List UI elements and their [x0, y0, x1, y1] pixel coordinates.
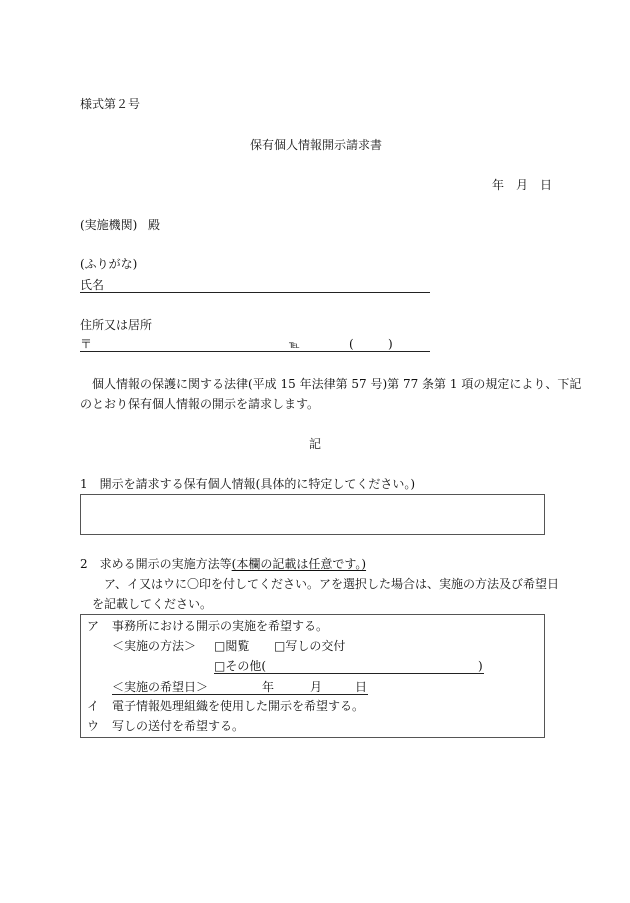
method-other-checkbox[interactable]: □その他(: [214, 659, 267, 673]
body-text-line1: 個人情報の保護に関する法律(平成 15 年法律第 57 号)第 77 条第 1 項の規定により、下記: [92, 377, 582, 391]
tel-label: ℡: [289, 340, 300, 351]
desired-year-label: 年: [262, 680, 275, 694]
date-year-label: 年: [492, 178, 505, 192]
date-month-label: 月: [516, 178, 529, 192]
section1-heading: 1 開示を請求する保有個人情報(具体的に特定してください。): [80, 477, 416, 491]
date-day-label: 日: [540, 178, 553, 192]
desired-day-label: 日: [355, 680, 368, 694]
tel-paren-open: (: [349, 337, 354, 351]
method-label: ＜実施の方法＞: [112, 639, 197, 653]
section2-heading-prefix: 2 求める開示の実施方法等: [80, 557, 232, 571]
desired-month-label: 月: [310, 680, 323, 694]
name-label: 氏名: [80, 278, 105, 292]
section1-input-box[interactable]: [80, 494, 545, 535]
body-text-line2: のとおり保有個人情報の開示を請求します。: [80, 397, 320, 411]
furigana-label: (ふりがな): [80, 257, 138, 271]
section2-heading-note: (本欄の記載は任意です。): [231, 557, 367, 571]
section2-heading: [80, 558, 366, 570]
form-title: 保有個人情報開示請求書: [250, 138, 383, 152]
method-view-checkbox[interactable]: □閲覧: [214, 639, 250, 653]
desired-date-field-line[interactable]: [112, 694, 368, 695]
method-other-field-line[interactable]: [214, 673, 484, 674]
tel-paren-close: ): [388, 337, 393, 351]
recipient-org: (実施機関): [80, 218, 138, 232]
option-a-letter[interactable]: ア: [87, 619, 100, 633]
name-field-line[interactable]: [80, 292, 430, 293]
postal-mark: 〒: [80, 337, 93, 351]
option-i-text: 電子情報処理組織を使用した開示を希望する。: [112, 699, 365, 713]
section2-instruction-line1: ア、イ又はウに〇印を付してください。アを選択した場合は、実施の方法及び希望日: [104, 577, 560, 591]
form-number: 様式第２号: [80, 97, 141, 111]
recipient-suffix: 殿: [148, 218, 161, 232]
desired-date-label: ＜実施の希望日＞: [112, 680, 209, 694]
option-u-letter[interactable]: ウ: [87, 719, 100, 733]
option-i-letter[interactable]: イ: [87, 699, 100, 713]
address-label: 住所又は居所: [80, 318, 153, 332]
ki-label: 記: [309, 437, 322, 451]
method-other-close: ): [478, 659, 483, 673]
option-a-text: 事務所における開示の実施を希望する。: [112, 619, 329, 633]
option-u-text: 写しの送付を希望する。: [112, 719, 245, 733]
method-copy-checkbox[interactable]: □写しの交付: [274, 639, 346, 653]
section2-instruction-line2: を記載してください。: [92, 597, 213, 611]
address-field-line[interactable]: [80, 351, 430, 352]
